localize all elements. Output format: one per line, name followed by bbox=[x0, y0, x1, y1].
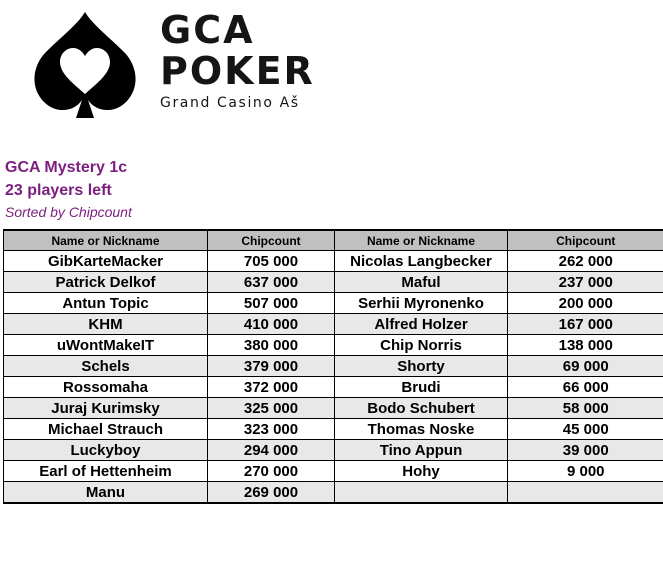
brand-wordmark bbox=[160, 10, 315, 111]
player-name: Maful bbox=[335, 272, 508, 293]
player-chipcount: 410 000 bbox=[208, 314, 335, 335]
table-row bbox=[4, 377, 663, 398]
player-name: GibKarteMacker bbox=[4, 251, 208, 272]
player-name: Antun Topic bbox=[4, 293, 208, 314]
table-row bbox=[4, 440, 663, 461]
player-chipcount: 66 000 bbox=[508, 377, 663, 398]
player-chipcount: 237 000 bbox=[508, 272, 663, 293]
player-name: Alfred Holzer bbox=[335, 314, 508, 335]
player-chipcount: 325 000 bbox=[208, 398, 335, 419]
player-name: Juraj Kurimsky bbox=[4, 398, 208, 419]
player-chipcount: 45 000 bbox=[508, 419, 663, 440]
header-chips-1: Chipcount bbox=[208, 230, 335, 251]
player-chipcount: 379 000 bbox=[208, 356, 335, 377]
table-row bbox=[4, 461, 663, 482]
player-name: Nicolas Langbecker bbox=[335, 251, 508, 272]
spade-heart-logo-icon bbox=[30, 8, 140, 120]
event-title: GCA Mystery 1c bbox=[5, 159, 128, 176]
player-chipcount: 58 000 bbox=[508, 398, 663, 419]
player-chipcount: 39 000 bbox=[508, 440, 663, 461]
header-chips-2: Chipcount bbox=[508, 230, 663, 251]
player-chipcount: 323 000 bbox=[208, 419, 335, 440]
player-name: Luckyboy bbox=[4, 440, 208, 461]
player-chipcount: 69 000 bbox=[508, 356, 663, 377]
player-chipcount: 262 000 bbox=[508, 251, 663, 272]
brand-tagline: Grand Casino Aš bbox=[160, 95, 300, 111]
player-name bbox=[335, 482, 508, 504]
table-row bbox=[4, 419, 663, 440]
player-name: Bodo Schubert bbox=[335, 398, 508, 419]
header-name-2: Name or Nickname bbox=[335, 230, 508, 251]
sort-note: Sorted by Chipcount bbox=[5, 204, 132, 220]
player-name: uWontMakeIT bbox=[4, 335, 208, 356]
player-chipcount: 705 000 bbox=[208, 251, 335, 272]
table-row bbox=[4, 314, 663, 335]
header-name-1: Name or Nickname bbox=[4, 230, 208, 251]
player-name: Thomas Noske bbox=[335, 419, 508, 440]
player-chipcount: 269 000 bbox=[208, 482, 335, 504]
player-chipcount: 9 000 bbox=[508, 461, 663, 482]
player-chipcount: 138 000 bbox=[508, 335, 663, 356]
player-name: Shorty bbox=[335, 356, 508, 377]
table-row bbox=[4, 293, 663, 314]
player-name: Schels bbox=[4, 356, 208, 377]
player-name: Earl of Hettenheim bbox=[4, 461, 208, 482]
player-chipcount: 294 000 bbox=[208, 440, 335, 461]
players-left: 23 players left bbox=[5, 182, 112, 199]
player-chipcount: 270 000 bbox=[208, 461, 335, 482]
table-row bbox=[4, 356, 663, 377]
table-row bbox=[4, 335, 663, 356]
table-row bbox=[4, 398, 663, 419]
player-name: KHM bbox=[4, 314, 208, 335]
chipcount-table bbox=[3, 229, 663, 504]
player-name: Tino Appun bbox=[335, 440, 508, 461]
player-name: Hohy bbox=[335, 461, 508, 482]
player-name: Chip Norris bbox=[335, 335, 508, 356]
player-chipcount: 637 000 bbox=[208, 272, 335, 293]
player-chipcount bbox=[508, 482, 663, 504]
tournament-heading bbox=[5, 156, 132, 222]
player-name: Patrick Delkof bbox=[4, 272, 208, 293]
player-chipcount: 200 000 bbox=[508, 293, 663, 314]
player-chipcount: 507 000 bbox=[208, 293, 335, 314]
table-row bbox=[4, 482, 663, 504]
table-row bbox=[4, 251, 663, 272]
brand-line-2: POKER bbox=[160, 49, 315, 93]
player-name: Michael Strauch bbox=[4, 419, 208, 440]
player-chipcount: 372 000 bbox=[208, 377, 335, 398]
player-name: Serhii Myronenko bbox=[335, 293, 508, 314]
table-row bbox=[4, 272, 663, 293]
table-header-row bbox=[4, 230, 663, 251]
brand-line-1: GCA bbox=[160, 8, 255, 52]
player-name: Brudi bbox=[335, 377, 508, 398]
player-name: Rossomaha bbox=[4, 377, 208, 398]
player-chipcount: 380 000 bbox=[208, 335, 335, 356]
player-chipcount: 167 000 bbox=[508, 314, 663, 335]
player-name: Manu bbox=[4, 482, 208, 504]
